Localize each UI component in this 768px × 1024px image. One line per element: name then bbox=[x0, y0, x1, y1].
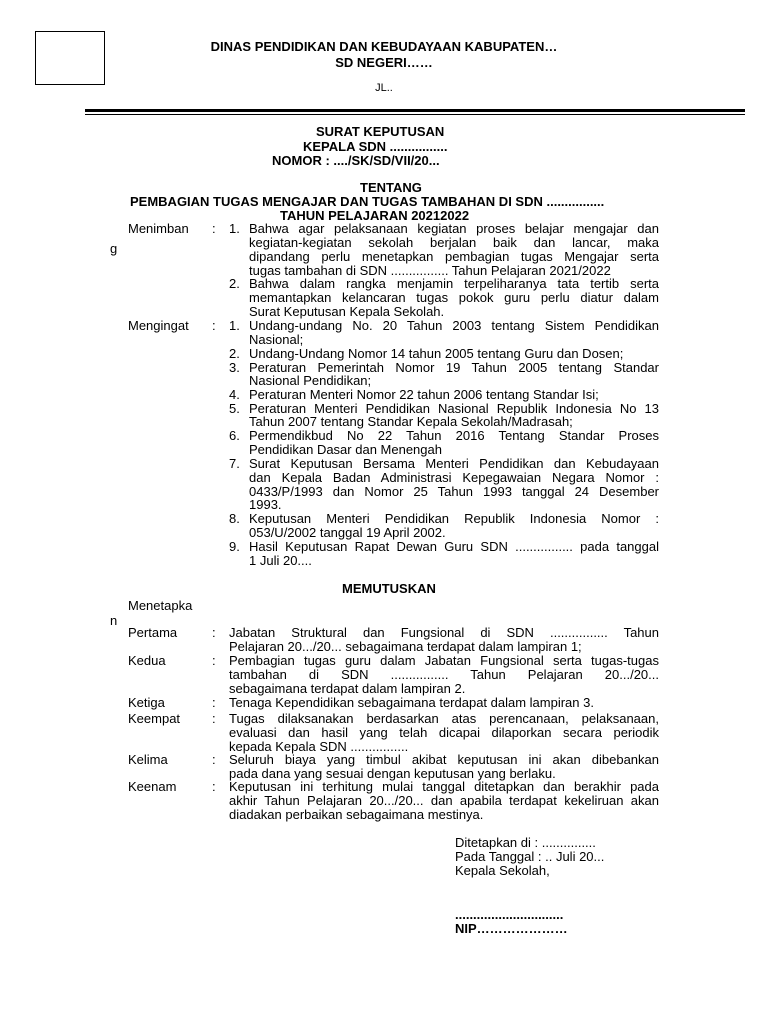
mengingat-5-line-1: Peraturan Menteri Pendidikan Nasional Republik Indonesia No 13 bbox=[249, 401, 659, 416]
decision-text-line: evaluasi dan hasil yang telah dicapai dilaporkan secara periodik bbox=[229, 725, 659, 740]
menimbang-2-line-3: Surat Keputusan Kepala Sekolah. bbox=[249, 304, 445, 319]
decision-text-line: Seluruh biaya yang timbul akibat keputusan ini akan dibebankan bbox=[229, 752, 659, 767]
decision-label: Keenam bbox=[128, 779, 177, 794]
decision-colon: : bbox=[212, 752, 216, 767]
signature-date: Pada Tanggal : .. Juli 20... bbox=[455, 849, 605, 864]
decree-issuer: KEPALA SDN ................ bbox=[303, 139, 448, 154]
menimbang-num-2: 2. bbox=[229, 276, 240, 291]
school-name: SD NEGERI…… bbox=[335, 55, 433, 70]
agency-name: DINAS PENDIDIKAN DAN KEBUDAYAAN KABUPATEN… bbox=[210, 39, 558, 54]
decree-year: TAHUN PELAJARAN 20212022 bbox=[280, 208, 470, 223]
decision-text-line: pada dana yang sesuai dengan keputusan yang berlaku. bbox=[229, 766, 556, 781]
decision-colon: : bbox=[212, 779, 216, 794]
header-rule-thin bbox=[85, 114, 745, 115]
decision-colon: : bbox=[212, 625, 216, 640]
menimbang-colon: : bbox=[212, 221, 216, 236]
mengingat-6-line-2: Pendidikan Dasar dan Menengah bbox=[249, 442, 442, 457]
mengingat-8-line-1: Keputusan Menteri Pendidikan Republik Indonesia Nomor : bbox=[249, 511, 659, 526]
decision-label: Pertama bbox=[128, 625, 178, 640]
mengingat-3-line-1: Peraturan Pemerintah Nomor 19 Tahun 2005 tentang Standar bbox=[249, 360, 659, 375]
decree-subject: PEMBAGIAN TUGAS MENGAJAR DAN TUGAS TAMBAHAN DI SDN ................ bbox=[130, 194, 605, 209]
decision-label: Ketiga bbox=[128, 695, 165, 710]
mengingat-8-line-2: 053/U/2002 tanggal 19 April 2002. bbox=[249, 525, 446, 540]
mengingat-5-line-2: Tahun 2007 tentang Standar Kepala Sekolah/Madrasah; bbox=[249, 414, 573, 429]
decision-text-line: Tenaga Kependidikan sebagaimana terdapat dalam lampiran 3. bbox=[229, 695, 594, 710]
mengingat-7-line-1: Surat Keputusan Bersama Menteri Pendidikan dan Kebudayaan bbox=[249, 456, 659, 471]
mengingat-label: Mengingat bbox=[128, 318, 189, 333]
mengingat-7-line-4: 1993. bbox=[249, 497, 282, 512]
decision-text-line: tambahan di SDN ................ Tahun Pelajaran 20.../20... bbox=[229, 667, 659, 682]
mengingat-colon: : bbox=[212, 318, 216, 333]
decision-text-line: Pelajaran 20.../20... sebagaimana terdapat dalam lampiran 1; bbox=[229, 639, 582, 654]
school-address: JL.. bbox=[375, 82, 393, 94]
mengingat-6-line-1: Permendikbud No 22 Tahun 2016 Tentang Standar Proses bbox=[249, 428, 659, 443]
mengingat-9-line-1: Hasil Keputusan Rapat Dewan Guru SDN ................ pada tanggal bbox=[249, 539, 659, 554]
mengingat-1-line-1: Undang-undang No. 20 Tahun 2003 tentang Sistem Pendidikan bbox=[249, 318, 659, 333]
mengingat-num-3: 3. bbox=[229, 360, 240, 375]
decision-text-line: kepada Kepala SDN ................ bbox=[229, 739, 409, 754]
decision-label: Kedua bbox=[128, 653, 166, 668]
mengingat-3-line-2: Nasional Pendidikan; bbox=[249, 373, 372, 388]
decision-text-line: diadakan perbaikan sebagaimana mestinya. bbox=[229, 807, 484, 822]
menimbang-1-line-1: Bahwa agar pelaksanaan kegiatan proses belajar mengajar dan bbox=[249, 221, 659, 236]
signature-name: .............................. bbox=[455, 907, 564, 922]
header-rule-thick bbox=[85, 109, 745, 112]
decree-title: SURAT KEPUTUSAN bbox=[316, 124, 445, 139]
mengingat-9-line-2: 1 Juli 20.... bbox=[249, 553, 312, 568]
mengingat-7-line-3: 0433/P/1993 dan Nomor 25 Tahun 1993 tanggal 24 Desember bbox=[249, 484, 659, 499]
menetapkan-label: Menetapka bbox=[128, 598, 193, 613]
decision-text-line: sebagaimana terdapat dalam lampiran 2. bbox=[229, 681, 466, 696]
mengingat-num-1: 1. bbox=[229, 318, 240, 333]
menimbang-label-continuation: g bbox=[110, 241, 118, 256]
decision-label: Keempat bbox=[128, 711, 181, 726]
signature-nip: NIP………………… bbox=[455, 921, 568, 936]
decision-text-line: Keputusan ini terhitung mulai tanggal ditetapkan dan berakhir pada bbox=[229, 779, 659, 794]
decree-about: TENTANG bbox=[360, 180, 422, 195]
mengingat-num-8: 8. bbox=[229, 511, 240, 526]
menimbang-num-1: 1. bbox=[229, 221, 240, 236]
mengingat-2-line-1: Undang-Undang Nomor 14 tahun 2005 tentang Guru dan Dosen; bbox=[249, 346, 624, 361]
signature-role: Kepala Sekolah, bbox=[455, 863, 550, 878]
memutuskan-heading: MEMUTUSKAN bbox=[342, 581, 436, 596]
mengingat-num-6: 6. bbox=[229, 428, 240, 443]
menimbang-1-line-4: tugas tambahan di SDN ................ Tahun Pelajaran 2021/2022 bbox=[249, 263, 611, 278]
mengingat-num-9: 9. bbox=[229, 539, 240, 554]
menimbang-2-line-1: Bahwa dalam rangka menjamin terpeliharanya tata tertib serta bbox=[249, 276, 659, 291]
decision-label: Kelima bbox=[128, 752, 168, 767]
decision-text-line: Tugas dilaksanakan berdasarkan atas perencanaan, pelaksanaan, bbox=[229, 711, 659, 726]
decision-text-line: Pembagian tugas guru dalam Jabatan Fungsional serta tugas-tugas bbox=[229, 653, 659, 668]
decision-text-line: akhir Tahun Pelajaran 20.../20... dan apabila terdapat kekeliruan akan bbox=[229, 793, 659, 808]
decision-colon: : bbox=[212, 653, 216, 668]
mengingat-7-line-2: dan Kepala Badan Administrasi Kepegawaian Negara Nomor : bbox=[249, 470, 659, 485]
mengingat-4-line-1: Peraturan Menteri Nomor 22 tahun 2006 tentang Standar Isi; bbox=[249, 387, 599, 402]
menimbang-1-line-2: kegiatan-kegiatan sekolah berjalan baik dan lancar, maka bbox=[249, 235, 659, 250]
menimbang-1-line-3: dipandang perlu menetapkan pembagian tugas Mengajar serta bbox=[249, 249, 659, 264]
decision-colon: : bbox=[212, 711, 216, 726]
menetapkan-label-continuation: n bbox=[110, 613, 118, 628]
menimbang-2-line-2: memantapkan kelancaran tugas pokok guru perlu diatur dalam bbox=[249, 290, 659, 305]
signature-place: Ditetapkan di : ............... bbox=[455, 835, 596, 850]
decree-number: NOMOR : ..../SK/SD/VII/20... bbox=[272, 153, 440, 168]
menimbang-label: Menimban bbox=[128, 221, 189, 236]
decision-colon: : bbox=[212, 695, 216, 710]
mengingat-1-line-2: Nasional; bbox=[249, 332, 304, 347]
mengingat-num-2: 2. bbox=[229, 346, 240, 361]
mengingat-num-4: 4. bbox=[229, 387, 240, 402]
mengingat-num-5: 5. bbox=[229, 401, 240, 416]
decision-text-line: Jabatan Struktural dan Fungsional di SDN ................ Tahun bbox=[229, 625, 659, 640]
mengingat-num-7: 7. bbox=[229, 456, 240, 471]
